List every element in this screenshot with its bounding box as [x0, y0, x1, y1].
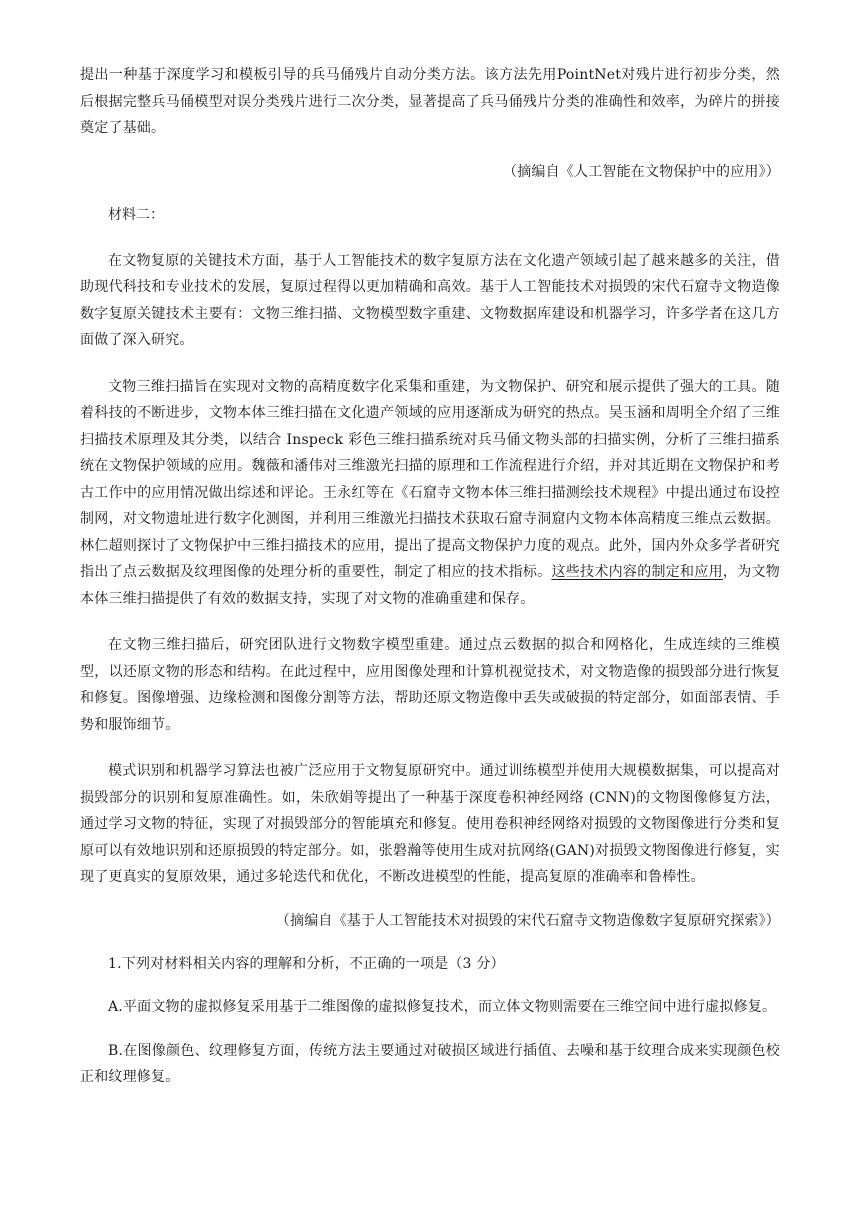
- document-page: [80, 62, 780, 1091]
- question-1-option-b: B.在图像颜色、纹理修复方面，传统方法主要通过对破损区域进行插值、去噪和基于纹理合成来实现颜色校正和纹理修复。: [80, 1042, 780, 1085]
- paragraph-2-text-before: 文物三维扫描旨在实现对文物的高精度数字化采集和重建，为文物保护、研究和展示提供了强大的工具。随着科技的不断进步，文物本体三维扫描在文化遗产领域的应用逐渐成为研究的热点。吴玉涵和周明全介绍了三维扫描技术原理及其分类，以结合 Inspeck 彩色三维扫描系统对兵马俑文物头部的扫描实例，分析了三维扫描系统在文物保护领域的应用。魏薇和潘伟对三维激光扫描的原理和工作流程进行介绍，并对其近期在文物保护和考古工作中的应用情况做出综述和评论。王永红等在《石窟寺文物本体三维扫描测绘技术规程》中提出通过布设控制网，对文物遗址进行数字化测图，并利用三维激光扫描技术获取石窟寺洞窟内文物本体高精度三维点云数据。林仁超则探讨了文物保护中三维扫描技术的应用，提出了提高文物保护力度的观点。此外，国内外众多学者研究指出了点云数据及纹理图像的处理分析的重要性，制定了相应的技术指标。: [80, 378, 780, 580]
- question-1-option-a: A.平面文物的虚拟修复采用基于二维图像的虚拟修复技术，而立体文物则需要在三维空间中进行虚拟修复。: [108, 999, 777, 1015]
- material2-paragraph-1: 在文物复原的关键技术方面，基于人工智能技术的数字复原方法在文化遗产领域引起了越来越多的关注，借助现代科技和专业技术的发展，复原过程得以更加精确和高效。基于人工智能技术对损毁的宋代石窟寺文物造像数字复原关键技术主要有：文物三维扫描、文物模型数字重建、文物数据库建设和机器学习，许多学者在这几方面做了深入研究。: [80, 252, 780, 348]
- material2-source: （摘编自《基于人工智能技术对损毁的宋代石窟寺文物造像数字复原研究探索》）: [275, 912, 780, 929]
- material2-paragraph-4: 模式识别和机器学习算法也被广泛应用于文物复原研究中。通过训练模型并使用大规模数据集，可以提高对损毁部分的识别和复原准确性。如，朱欣娟等提出了一种基于深度卷积神经网络 (CNN)的文物图像修复方法，通过学习文物的特征，实现了对损毁部分的智能填充和修复。使用卷积神经网络对损毁的文物图像进行分类和复原可以有效地识别和还原损毁的特定部分。如，张磐瀚等使用生成对抗网络(GAN)对损毁文物图像进行修复，实现了更真实的复原效果，通过多轮迭代和优化，不断改进模型的性能，提高复原的准确率和鲁棒性。: [80, 763, 780, 885]
- material1-paragraph-end: 提出一种基于深度学习和模板引导的兵马俑残片自动分类方法。该方法先用PointNet对残片进行初步分类，然后根据完整兵马俑模型对误分类残片进行二次分类，显著提高了兵马俑残片分类的准确性和效率，为碎片的拼接奠定了基础。: [80, 67, 780, 136]
- underlined-phrase: 这些技术内容的制定和应用: [551, 564, 723, 580]
- material2-paragraph-3: 在文物三维扫描后，研究团队进行文物数字模型重建。通过点云数据的拟合和网格化，生成连续的三维模型，以还原文物的形态和结构。在此过程中，应用图像处理和计算机视觉技术，对文物造像的损毁部分进行恢复和修复。图像增强、边缘检测和图像分割等方法，帮助还原文物造像中丢失或破损的特定部分，如面部表情、手势和服饰细节。: [80, 637, 780, 733]
- material2-paragraph-2: [80, 374, 780, 613]
- material1-source: （摘编自《人工智能在文物保护中的应用》）: [503, 163, 780, 180]
- paragraph-2-text-after: ，为文物本体三维扫描提供了有效的数据支持，实现了对文物的准确重建和保存。: [80, 564, 780, 607]
- question-1-stem: 1.下列对材料相关内容的理解和分析，不正确的一项是（3 分）: [108, 955, 505, 972]
- material2-label: 材料二：: [108, 206, 164, 223]
